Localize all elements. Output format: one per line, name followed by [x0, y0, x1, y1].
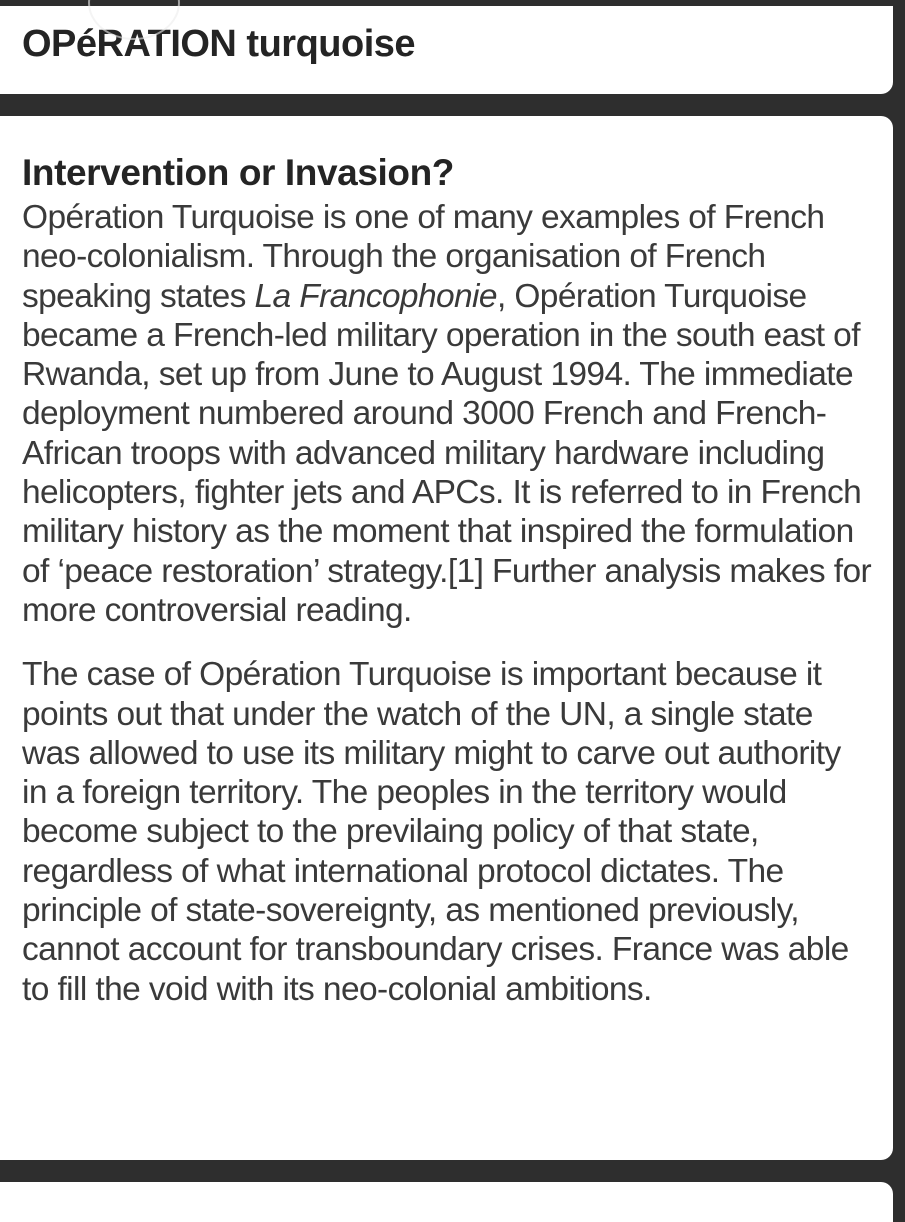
page-title: OPéRATION turquoise — [22, 23, 416, 65]
article-paragraph-2: The case of Opération Turquoise is important because it points out that under the watch of the UN, a single state was allowed to use its military might to carve out authority in a foreign territory. The peoples in the territory would become subject to the previlaing policy of that state, regardless of what international protocol dictates. The principle of state-sovereignty, as mentioned previously, cannot account for transboundary crises. France was able to fill the void with its neo-colonial ambitions. — [22, 656, 849, 1008]
article-heading: Intervention or Invasion? — [22, 152, 454, 193]
paragraph-1-text-a: Opération Turquoise is one of many examples of French neo-colonialism. Through the organisation of French speaking states — [22, 199, 825, 315]
title-card — [0, 6, 893, 94]
article-paragraph-1 — [22, 198, 873, 630]
next-card — [0, 1182, 893, 1222]
article-card — [0, 116, 893, 1160]
paragraph-1-italic-term: La Francophonie — [254, 277, 497, 315]
paragraph-1-text-b: , Opération Turquoise became a French-led military operation in the south east of Rwanda, set up from June to August 1994. The immediate deployment numbered around 3000 French and French-African troops with advanced military hardware including helicopters, fighter jets and APCs. It is referred to in French military history as the moment that inspired the formulation of ‘peace restoration’ strategy.[1] Further analysis makes for more controversial reading. — [22, 277, 872, 629]
